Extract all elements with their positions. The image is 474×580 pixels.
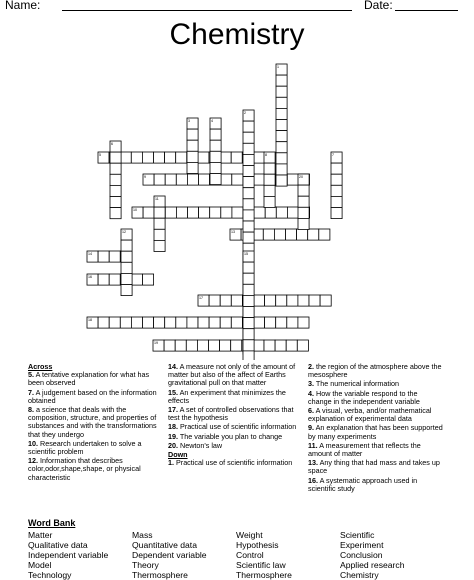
grid-cell[interactable] (274, 229, 285, 240)
clue-number: 18. (168, 422, 178, 432)
grid-cell[interactable] (176, 152, 187, 163)
grid-clue-number: 2 (244, 111, 246, 116)
grid-cell[interactable] (298, 317, 309, 328)
clue-item (168, 363, 300, 388)
grid-cell[interactable] (121, 273, 132, 284)
grid-cell[interactable] (276, 164, 287, 175)
clue-number: 19. (168, 431, 178, 441)
clue-number: 10. (28, 438, 38, 448)
grid-cell[interactable] (298, 185, 309, 196)
grid-cell[interactable] (276, 97, 287, 108)
grid-cell[interactable] (175, 340, 186, 351)
clue-number: 12. (28, 456, 38, 466)
clue-number: 8. (28, 405, 34, 415)
clue-number: 1. (168, 458, 174, 468)
grid-cell[interactable] (109, 274, 120, 285)
grid-cell[interactable] (253, 340, 264, 351)
grid-cell[interactable] (131, 274, 142, 285)
grid-cell[interactable] (164, 340, 175, 351)
word-bank-item: Thermosphere (132, 570, 188, 580)
grid-cell[interactable] (110, 163, 121, 174)
grid-cell[interactable] (154, 218, 165, 229)
grid-cell[interactable] (243, 340, 254, 351)
grid-cell[interactable] (265, 207, 276, 218)
grid-clue-number: 12 (122, 230, 126, 235)
clues-column-2 (168, 363, 300, 468)
grid-cell[interactable] (220, 295, 231, 306)
clue-text: A set of controlled observations that test the hypothesis (168, 405, 294, 423)
grid-cell[interactable] (165, 152, 176, 163)
grid-cell[interactable] (165, 174, 176, 185)
grid-cell[interactable] (254, 295, 265, 306)
name-label: Name: (5, 0, 41, 12)
grid-cell[interactable] (298, 196, 309, 207)
grid-cell[interactable] (265, 317, 276, 328)
word-bank-item: Matter (28, 530, 53, 540)
clue-text: An explanation that has been supported by many experiments (308, 423, 443, 441)
grid-cell[interactable] (319, 229, 330, 240)
grid-cell[interactable] (110, 185, 121, 196)
clue-item (308, 390, 443, 406)
clue-text: Research undertaken to solve a scientific problem (28, 438, 142, 457)
grid-cell[interactable] (198, 317, 209, 328)
grid-cell[interactable] (109, 251, 120, 262)
grid-cell[interactable] (165, 207, 176, 218)
grid-cell[interactable] (231, 152, 242, 163)
grid-cell[interactable] (243, 132, 254, 143)
word-bank-item: Thermosphere (236, 570, 292, 580)
word-bank-item: Control (236, 550, 264, 560)
word-bank-item: Quantitative data (132, 540, 197, 550)
clue-item (308, 407, 443, 423)
clue-number: 16. (308, 475, 318, 485)
clue-text: Information that describes color,odor,shape,shape, or physical characteristic (28, 456, 141, 482)
grid-cell[interactable] (243, 221, 254, 232)
grid-cell[interactable] (297, 229, 308, 240)
grid-cell[interactable] (143, 274, 154, 285)
grid-cell[interactable] (276, 295, 287, 306)
grid-cell[interactable] (98, 274, 109, 285)
grid-cell[interactable] (276, 153, 287, 164)
clue-item (168, 423, 300, 431)
clue-text: The variable you plan to change (179, 431, 283, 441)
grid-cell[interactable] (187, 174, 198, 185)
grid-cell[interactable] (197, 340, 208, 351)
grid-cell[interactable] (110, 152, 121, 163)
grid-cell[interactable] (243, 284, 254, 295)
word-bank-item: Applied research (340, 560, 405, 570)
grid-cell[interactable] (165, 317, 176, 328)
grid-cell[interactable] (331, 196, 342, 207)
grid-cell[interactable] (308, 229, 319, 240)
grid-clue-number: 16 (88, 275, 92, 280)
clue-text: A measurement that reflects the amount of matter (308, 440, 421, 459)
grid-cell[interactable] (276, 120, 287, 131)
grid-cell[interactable] (231, 317, 242, 328)
grid-cell[interactable] (276, 108, 287, 119)
clue-number: 2. (308, 362, 314, 371)
clues-column-1 (28, 363, 163, 483)
grid-cell[interactable] (154, 240, 165, 251)
grid-cell[interactable] (220, 317, 231, 328)
grid-cell[interactable] (210, 129, 221, 140)
grid-cell[interactable] (176, 174, 187, 185)
clue-item (308, 424, 443, 440)
grid-cell[interactable] (298, 218, 309, 229)
grid-cell[interactable] (243, 232, 254, 243)
grid-cell[interactable] (187, 129, 198, 140)
grid-cell[interactable] (287, 295, 298, 306)
grid-cell[interactable] (220, 152, 231, 163)
grid-clue-number: 18 (88, 318, 92, 323)
clue-item (308, 380, 443, 388)
grid-cell[interactable] (331, 174, 342, 185)
grid-cell[interactable] (220, 340, 231, 351)
grid-cell[interactable] (210, 151, 221, 162)
grid-cell[interactable] (298, 295, 309, 306)
grid-cell[interactable] (121, 240, 132, 251)
grid-cell[interactable] (264, 185, 275, 196)
clue-number: 3. (308, 379, 314, 389)
grid-cell[interactable] (276, 75, 287, 86)
grid-cell[interactable] (209, 340, 220, 351)
grid-cell[interactable] (243, 143, 254, 154)
clue-text: A visual, verba, and/or mathematical explanation of experimental data (308, 406, 432, 424)
clue-number: 15. (168, 387, 178, 397)
word-bank-item: Mass (132, 530, 153, 540)
across-heading: Across (28, 362, 53, 371)
clue-item (308, 477, 443, 493)
grid-cell[interactable] (287, 207, 298, 218)
grid-cell[interactable] (264, 196, 275, 207)
grid-cell[interactable] (243, 210, 254, 221)
grid-cell[interactable] (254, 317, 265, 328)
grid-clue-number: 8 (265, 153, 267, 158)
word-bank-item: Chemistry (340, 570, 379, 580)
grid-cell[interactable] (243, 177, 254, 188)
grid-cell[interactable] (243, 199, 254, 210)
grid-cell[interactable] (154, 174, 165, 185)
clue-item (28, 371, 163, 387)
word-bank-item: Hypothesis (236, 540, 279, 550)
grid-cell[interactable] (187, 317, 198, 328)
grid-clue-number: 20 (299, 175, 303, 180)
clue-number: 13. (308, 458, 318, 468)
grid-cell[interactable] (121, 251, 132, 262)
clue-text: A tentative explanation for what has been observed (28, 370, 150, 388)
grid-cell[interactable] (264, 163, 275, 174)
clue-number: 4. (308, 388, 314, 398)
grid-cell[interactable] (297, 340, 308, 351)
grid-cell[interactable] (188, 207, 199, 218)
word-bank-item: Weight (236, 530, 263, 540)
grid-cell[interactable] (287, 317, 298, 328)
word-bank-item: Experiment (340, 540, 384, 550)
grid-cell[interactable] (231, 340, 242, 351)
word-bank-item: Scientific law (236, 560, 286, 570)
grid-cell[interactable] (210, 207, 221, 218)
word-bank-item: Theory (132, 560, 159, 570)
grid-cell[interactable] (286, 340, 297, 351)
grid-cell[interactable] (121, 285, 132, 296)
grid-cell[interactable] (243, 121, 254, 132)
grid-cell[interactable] (110, 197, 121, 208)
grid-cell[interactable] (254, 207, 265, 218)
grid-cell[interactable] (232, 207, 243, 218)
grid-cell[interactable] (110, 208, 121, 219)
clue-text: the region of the atmosphere above the mesosphere (308, 362, 442, 380)
grid-cell[interactable] (243, 295, 254, 306)
clue-item (28, 440, 163, 456)
clue-number: 5. (28, 370, 34, 380)
grid-cell[interactable] (98, 251, 109, 262)
grid-cell[interactable] (209, 317, 220, 328)
clue-text: The numerical information (315, 379, 399, 389)
grid-cell[interactable] (298, 207, 309, 218)
grid-cell[interactable] (287, 174, 298, 185)
date-label: Date: (364, 0, 393, 12)
grid-cell[interactable] (210, 140, 221, 151)
grid-cell[interactable] (331, 185, 342, 196)
clue-text: Any thing that had mass and takes up space (308, 458, 440, 476)
grid-cell[interactable] (154, 229, 165, 240)
grid-cell[interactable] (143, 207, 154, 218)
grid-clue-number: 1 (277, 65, 279, 70)
grid-cell[interactable] (276, 207, 287, 218)
grid-cell[interactable] (276, 317, 287, 328)
grid-cell[interactable] (254, 174, 265, 185)
grid-cell[interactable] (210, 162, 221, 173)
word-bank-title: Word Bank (28, 518, 76, 528)
grid-cell[interactable] (243, 318, 254, 329)
grid-cell[interactable] (320, 295, 331, 306)
clue-item (168, 442, 300, 450)
word-bank-item: Model (28, 560, 52, 570)
grid-cell[interactable] (154, 317, 165, 328)
grid-cell[interactable] (331, 208, 342, 219)
grid-clue-number: 13 (231, 230, 235, 235)
clue-text: A systematic approach used in scientific study (308, 475, 418, 493)
grid-cell[interactable] (286, 229, 297, 240)
grid-cell[interactable] (243, 307, 254, 318)
grid-cell[interactable] (199, 207, 210, 218)
grid-cell[interactable] (198, 152, 209, 163)
down-heading: Down (168, 450, 188, 460)
grid-cell[interactable] (243, 154, 254, 165)
grid-cell[interactable] (187, 162, 198, 173)
clue-item (28, 406, 163, 439)
grid-clue-number: 15 (244, 252, 248, 257)
grid-cell[interactable] (276, 175, 287, 186)
clue-text: Practical use of scientific information (176, 458, 293, 468)
grid-cell[interactable] (131, 317, 142, 328)
grid-cell[interactable] (276, 131, 287, 142)
grid-cell[interactable] (209, 295, 220, 306)
grid-clue-number: 5 (99, 153, 101, 158)
grid-cell[interactable] (276, 86, 287, 97)
clue-text: A measure not only of the amount of matter but also of the affect of Earths gravitational pull on that matter (168, 362, 296, 388)
grid-cell[interactable] (154, 207, 165, 218)
grid-clue-number: 4 (211, 119, 213, 124)
grid-cell[interactable] (243, 188, 254, 199)
word-bank (28, 530, 448, 580)
grid-cell[interactable] (231, 295, 242, 306)
grid-cell[interactable] (221, 174, 232, 185)
grid-cell[interactable] (243, 351, 254, 360)
grid-cell[interactable] (176, 317, 187, 328)
grid-clue-number: 11 (155, 197, 159, 202)
grid-cell[interactable] (221, 207, 232, 218)
clue-item (308, 363, 443, 379)
grid-cell[interactable] (264, 340, 275, 351)
clue-number: 6. (308, 406, 314, 416)
grid-clue-number: 9 (144, 175, 146, 180)
page-title: Chemistry (169, 18, 305, 51)
grid-cell[interactable] (253, 152, 264, 163)
grid-cell[interactable] (309, 295, 320, 306)
grid-cell[interactable] (275, 340, 286, 351)
grid-cell[interactable] (331, 163, 342, 174)
grid-clue-number: 7 (332, 153, 334, 158)
clue-item (28, 389, 163, 405)
grid-cell[interactable] (243, 329, 254, 340)
clue-text: An experiment that minimizes the effects (168, 387, 286, 405)
clue-number: 7. (28, 387, 34, 397)
grid-clue-number: 14 (88, 252, 92, 257)
grid-clue-number: 17 (199, 296, 203, 301)
clue-text: Newton's law (180, 440, 223, 450)
word-bank-item: Scientific (340, 530, 375, 540)
grid-clue-number: 6 (111, 142, 113, 147)
grid-cell[interactable] (109, 317, 120, 328)
clue-item (168, 433, 300, 441)
grid-cell[interactable] (110, 174, 121, 185)
clue-number: 20. (168, 440, 178, 450)
grid-cell[interactable] (232, 174, 243, 185)
grid-cell[interactable] (264, 174, 275, 185)
grid-clue-number: 10 (133, 208, 137, 213)
clue-number: 9. (308, 423, 314, 433)
clue-number: 14. (168, 362, 178, 371)
clue-item (28, 457, 163, 482)
grid-cell[interactable] (243, 166, 254, 177)
grid-cell[interactable] (98, 317, 109, 328)
word-bank-item: Independent variable (28, 550, 109, 560)
grid-cell[interactable] (121, 262, 132, 273)
grid-clue-number: 3 (188, 119, 190, 124)
grid-cell[interactable] (154, 152, 165, 163)
clue-text: A judgement based on the information obtained (28, 387, 157, 405)
word-bank-item: Dependent variable (132, 550, 207, 560)
grid-cell[interactable] (142, 152, 153, 163)
clue-text: How the variable respond to the change in the independent variable (308, 388, 420, 406)
clue-text: Practical use of scientific information (180, 422, 297, 432)
word-bank-item: Qualitative data (28, 540, 88, 550)
grid-cell[interactable] (131, 152, 142, 163)
grid-cell[interactable] (187, 140, 198, 151)
clue-item (168, 459, 300, 467)
clue-item (308, 459, 443, 475)
grid-cell[interactable] (265, 295, 276, 306)
clue-text: a science that deals with the composition, structure, and properties of substances and with the transformations that they undergo (28, 405, 157, 439)
grid-clue-number: 19 (154, 341, 158, 346)
clues-column-3 (308, 363, 443, 494)
grid-cell[interactable] (210, 174, 221, 185)
clue-item (168, 389, 300, 405)
word-bank-item: Conclusion (340, 550, 383, 560)
word-bank-item: Technology (28, 570, 72, 580)
grid-cell[interactable] (143, 317, 154, 328)
grid-cell[interactable] (199, 174, 210, 185)
grid-cell[interactable] (263, 229, 274, 240)
grid-cell[interactable] (276, 142, 287, 153)
clue-number: 11. (308, 440, 318, 450)
grid-cell[interactable] (120, 317, 131, 328)
clue-number: 17. (168, 405, 178, 415)
grid-cell[interactable] (187, 151, 198, 162)
grid-cell[interactable] (243, 262, 254, 273)
grid-cell[interactable] (186, 340, 197, 351)
grid-cell[interactable] (120, 152, 131, 163)
grid-cell[interactable] (243, 273, 254, 284)
clue-item (308, 442, 443, 458)
grid-cell[interactable] (176, 207, 187, 218)
clue-item (168, 406, 300, 422)
